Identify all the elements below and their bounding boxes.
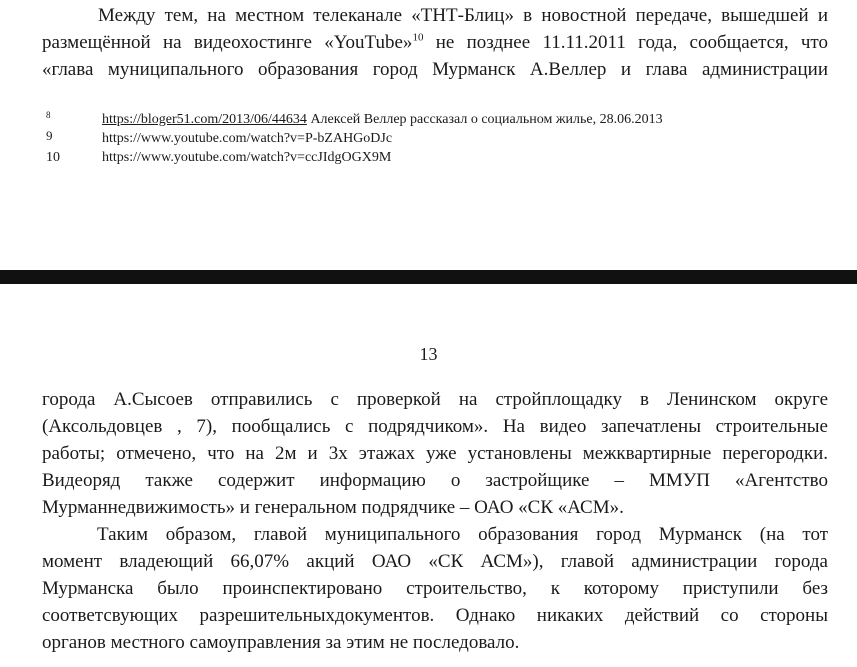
paragraph-line: работы; отмечено, что на 2м и 3х этажах уже установлены межквартирные перегородки. — [42, 443, 828, 464]
paragraph-line — [42, 29, 828, 56]
paragraph-line: Мурманнедвижимость» и генеральном подрядчике – ОАО «СК «АСМ». — [42, 497, 624, 518]
paragraph-line: органов местного самоуправления за этим не последовало. — [42, 632, 520, 653]
paragraph-line: (Аксольдовцев , 7), пообщались с подрядчиком». На видео запечатлены строительные — [42, 416, 828, 437]
paragraph-2 — [42, 521, 828, 656]
paragraph-1 — [42, 386, 828, 521]
paragraph-line: Видеоряд также содержит информацию о застройщике – ММУП «Агентство — [42, 470, 828, 491]
footnote-8 — [46, 110, 806, 129]
footnote-number: 8 — [46, 110, 51, 120]
page-number: 13 — [419, 344, 438, 364]
paragraph-line: момент владеющий 66,07% акций ОАО «СК АСМ»), главой администрации города — [42, 551, 828, 572]
paragraph-line: Между тем, на местном телеканале «ТНТ-Блиц» в новостной передаче, вышедшей и — [98, 5, 828, 26]
paragraph-line: соответсвующих разрешительныхдокументов. Однако никаких действий со стороны — [42, 605, 828, 626]
paragraph-line: Таким образом, главой муниципального образования город Мурманск (на тот — [97, 524, 828, 545]
previous-page — [0, 0, 857, 272]
footnote-number: 10 — [46, 150, 60, 165]
footnote-text — [102, 110, 663, 129]
footnote-reference: 10 — [412, 31, 424, 44]
current-page — [0, 284, 857, 667]
paragraph-line-part: не позднее 11.11.2011 года, сообщается, что — [423, 32, 828, 53]
paragraph-line: «глава муниципального образования город Мурманск А.Веллер и глава администрации — [42, 59, 828, 80]
paragraph-line: города А.Сысоев отправились с проверкой на стройплощадку в Ленинском округе — [42, 389, 828, 410]
page-divider — [0, 270, 857, 284]
paragraph-line-part: размещённой на видеохостинге «YouTube» — [42, 32, 413, 53]
footnotes — [46, 110, 806, 167]
paragraph-line: Мурманска было проинспектировано строительство, к которому приступили без — [42, 578, 828, 599]
continuing-paragraph — [42, 2, 828, 83]
footnote-9 — [46, 129, 806, 148]
footnote-url: https://www.youtube.com/watch?v=P-bZAHGoDJc — [102, 131, 393, 146]
footnote-url: https://www.youtube.com/watch?v=ccJIdgOGX9M — [102, 150, 392, 165]
footnote-link[interactable]: https://bloger51.com/2013/06/44634 — [102, 112, 307, 127]
footnote-description: Алексей Веллер рассказал о социальном жилье, 28.06.2013 — [306, 112, 663, 127]
footnote-number: 9 — [46, 128, 53, 143]
footnote-10 — [46, 148, 806, 167]
